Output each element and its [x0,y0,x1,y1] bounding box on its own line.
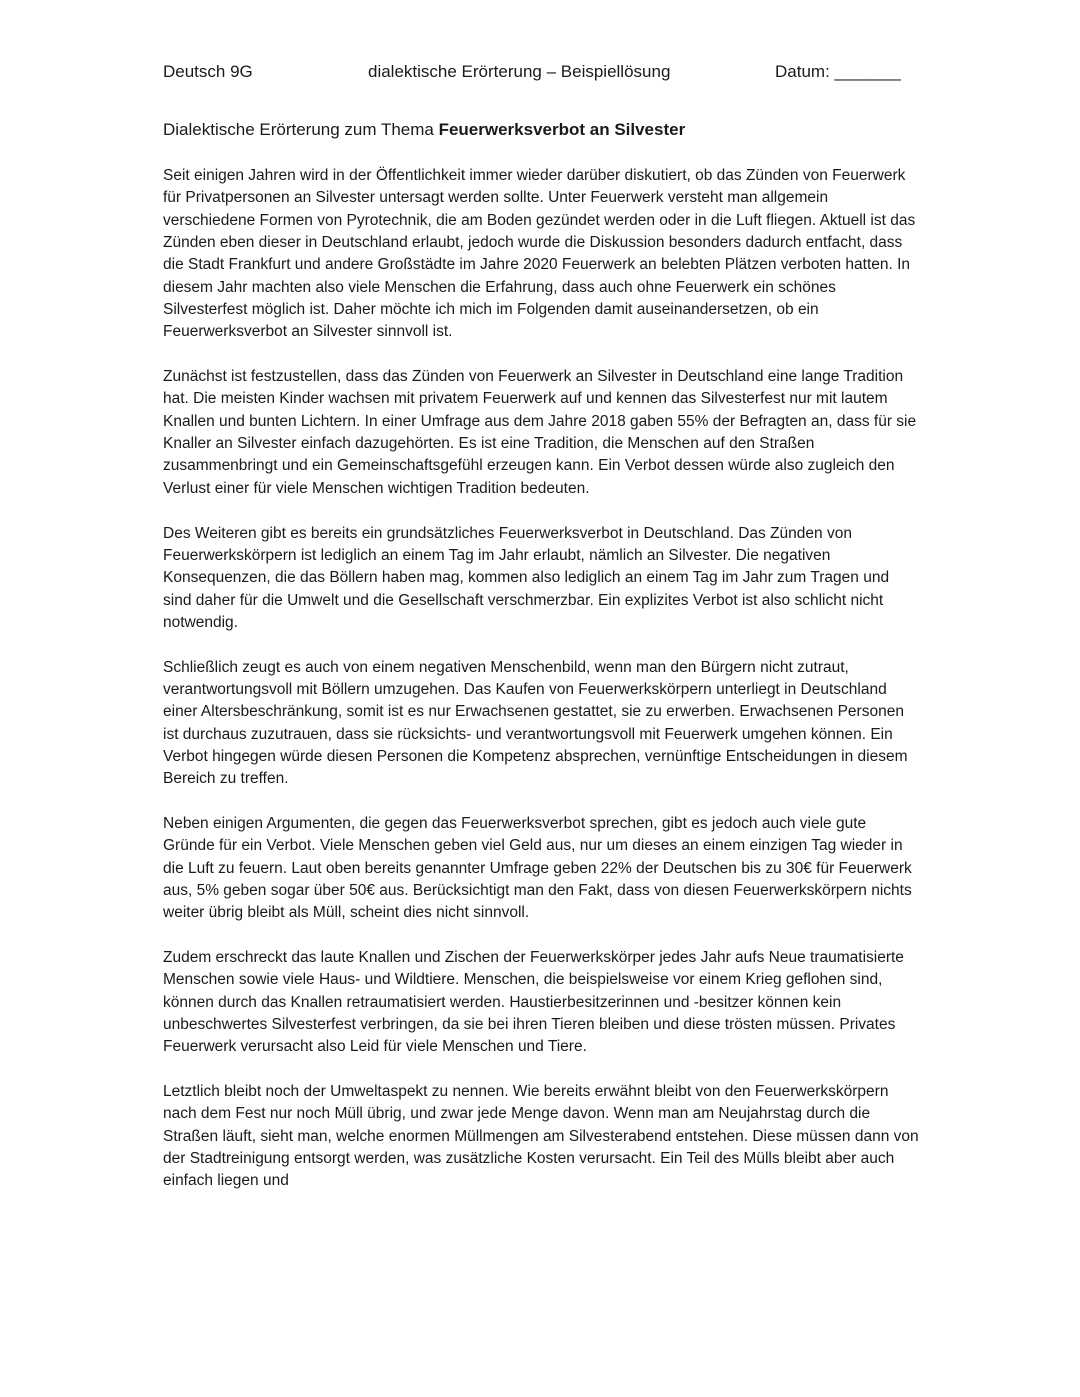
page-header [163,60,917,84]
paragraph-argument-responsibility: Schließlich zeugt es auch von einem negativen Menschenbild, wenn man den Bürgern nicht zutraut, verantwortungsvoll mit Böllern umzugehen. Das Kaufen von Feuerwerkskörpern unterliegt in Deutschland einer Altersbeschränkung, somit ist es nur Erwachsenen gestattet, sie zu erwerben. Erwachsenen Personen ist durchaus zuzutrauen, dass sie rücksichts- und verantwortungsvoll mit Feuerwerk umgehen können. Ein Verbot hingegen würde diesen Personen die Kompetenz absprechen, vernünftige Entscheidungen in diesem Bereich zu treffen. [163,658,908,788]
paragraph-argument-tradition: Zunächst ist festzustellen, dass das Zünden von Feuerwerk an Silvester in Deutschland eine lange Tradition hat. Die meisten Kinder wachsen mit privatem Feuerwerk auf und kennen das Silvesterfest nur mit lautem Knallen und bunten Lichtern. In einer Umfrage aus dem Jahre 2018 gaben 55% der Befragten an, dass für sie Knaller an Silvester einfach dazugehörten. Es ist eine Tradition, die Menschen auf den Straßen zusammenbringt und ein Gemeinschaftsgefühl erzeugen kann. Ein Verbot dessen würde also zugleich den Verlust einer für viele Menschen wichtigen Tradition bedeuten. [163,368,917,497]
header-subject: Deutsch 9G [163,62,253,81]
title-topic-bold: Feuerwerksverbot an Silvester [438,120,686,139]
paragraph-counter-environment: Letztlich bleibt noch der Umweltaspekt zu nennen. Wie bereits erwähnt bleibt von den Feuerwerkskörpern nach dem Fest nur noch Müll übrig, und zwar jede Menge davon. Wenn man am Neujahrstag durch die Straßen läuft, sieht man, welche enormen Müllmengen am Silvesterabend entstehen. Diese müssen dann von der Stadtreinigung entsorgt werden, was zusätzliche Kosten verursacht. Ein Teil des Mülls bleibt aber auch einfach liegen und [163,1083,919,1190]
paragraph-introduction: Seit einigen Jahren wird in der Öffentlichkeit immer wieder darüber diskutiert, ob das Zünden von Feuerwerk für Privatpersonen an Silvester untersagt werden sollte. Unter Feuerwerk versteht man allgemein verschiedene Formen von Pyrotechnik, die am Boden gezündet werden oder in die Luft fliegen. Aktuell ist das Zünden eben dieser in Deutschland erlaubt, jedoch wurde die Diskussion besonders dadurch entfacht, dass die Stadt Frankfurt und andere Großstädte im Jahre 2020 Feuerwerk an belebten Plätzen verboten hatten. In diesem Jahr machten also viele Menschen die Erfahrung, dass auch ohne Feuerwerk ein schönes Silvesterfest möglich ist. Daher möchte ich mich im Folgenden damit auseinandersetzen, ob ein Feuerwerksverbot an Silvester sinnvoll ist. [163,167,916,341]
document-title [163,118,923,142]
paragraph-counter-noise: Zudem erschreckt das laute Knallen und Zischen der Feuerwerkskörper jedes Jahr aufs Neue traumatisierte Menschen sowie viele Haus- und Wildtiere. Menschen, die beispielsweise vor einem Krieg geflohen sind, können durch das Knallen retraumatisiert werden. Haustierbesitzerinnen und -besitzer können kein unbeschwertes Silvesterfest verbringen, da sie bei ihren Tieren bleiben und diese trösten müssen. Privates Feuerwerk verursacht also Leid für viele Menschen und Tiere. [163,949,904,1056]
paragraph-counter-cost: Neben einigen Argumenten, die gegen das Feuerwerksverbot sprechen, gibt es jedoch auch viele gute Gründe für ein Verbot. Viele Menschen geben viel Geld aus, nur um dieses an einem einzigen Tag wieder in die Luft zu feuern. Laut oben bereits genannter Umfrage geben 22% der Deutschen bis zu 30€ für Feuerwerk aus, 5% geben sogar über 50€ aus. Berücksichtigt man den Fakt, dass von diesen Feuerwerkskörpern nichts weiter übrig bleibt als Müll, scheint dies nicht sinnvoll. [163,814,912,922]
essay-body [163,165,919,1215]
header-topic: dialektische Erörterung – Beispiellösung [368,62,671,81]
title-prefix: Dialektische Erörterung zum Thema [163,120,439,139]
header-date: Datum: _______ [775,62,901,81]
paragraph-argument-existing-ban: Des Weiteren gibt es bereits ein grundsätzliches Feuerwerksverbot in Deutschland. Das Zünden von Feuerwerkskörpern ist lediglich an einem Tag im Jahr erlaubt, nämlich an Silvester. Die negativen Konsequenzen, die das Böllern haben mag, kommen also lediglich an einem Tag im Jahr zum Tragen und sind daher für die Umwelt und die Gesellschaft verschmerzbar. Ein explizites Verbot ist also schlicht nicht notwendig. [163,524,890,631]
